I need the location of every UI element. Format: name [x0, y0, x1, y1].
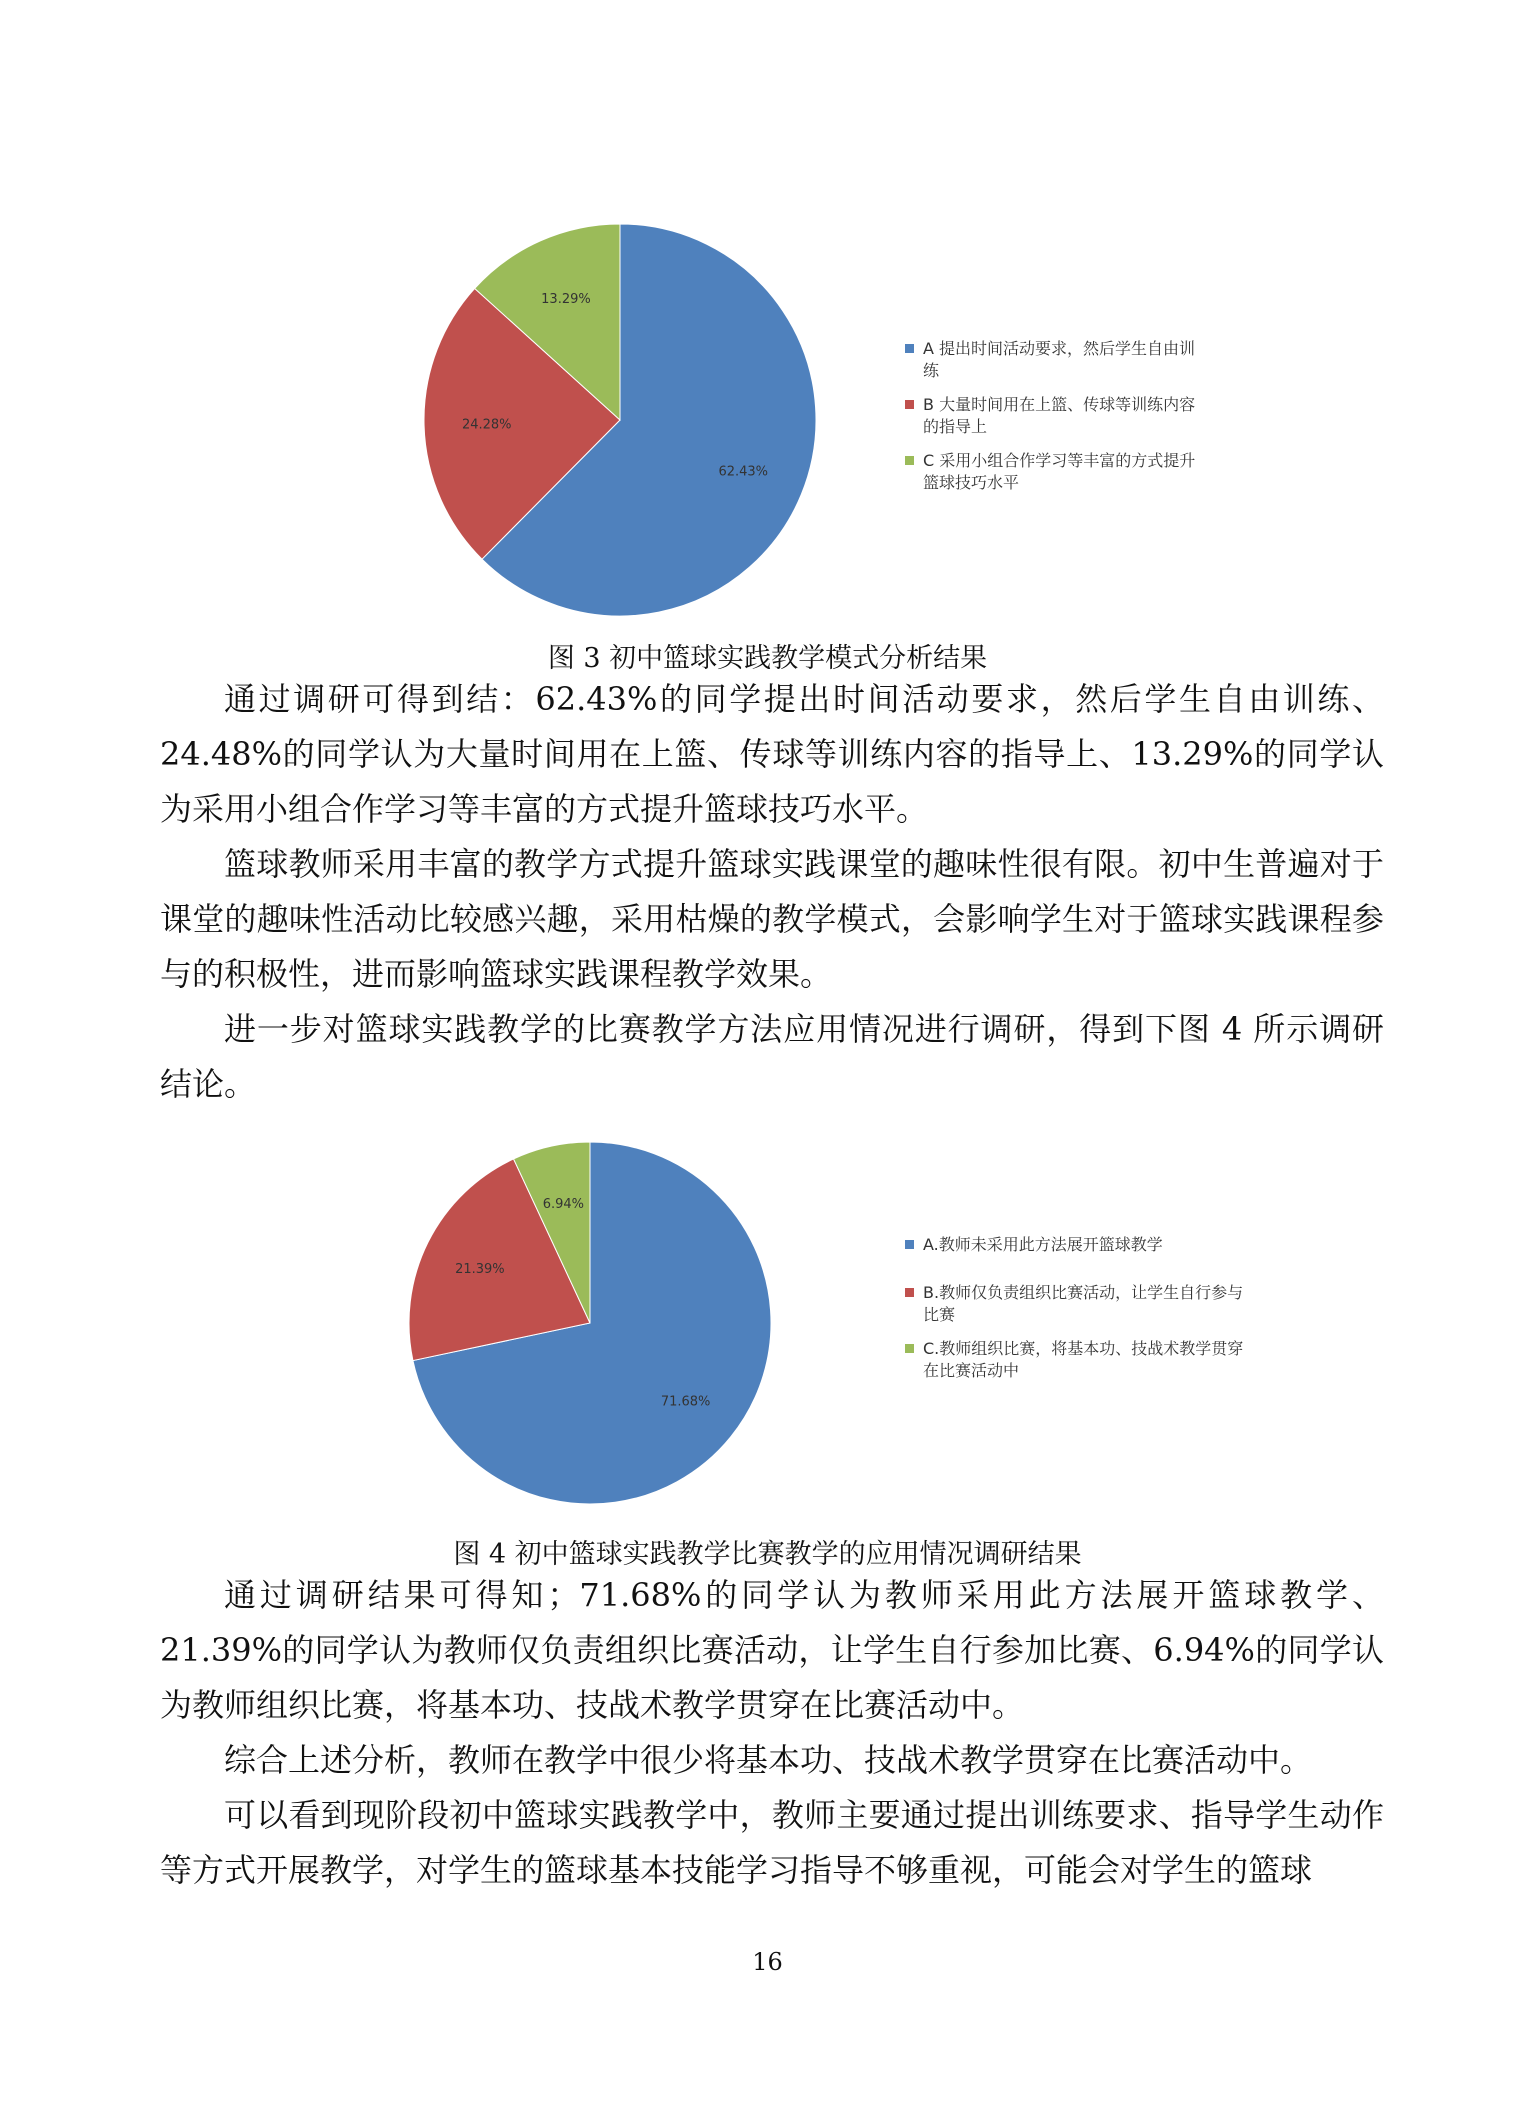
figure4-pie-chart	[405, 1138, 775, 1508]
legend-item	[905, 450, 1205, 494]
figure3-caption: 图 3 初中篮球实践教学模式分析结果	[547, 643, 988, 674]
figure3-pie-chart	[420, 220, 820, 620]
pie-data-label: 62.43%	[718, 464, 769, 480]
legend-swatch	[905, 1288, 914, 1297]
pie-data-label: 6.94%	[542, 1196, 585, 1212]
paragraph: 可以看到现阶段初中篮球实践教学中，教师主要通过提出训练要求、指导学生动作等方式开展教学，对学生的篮球基本技能学习指导不够重视，可能会对学生的篮球	[160, 1796, 1384, 1889]
pie-data-label: 71.68%	[660, 1394, 711, 1410]
legend-item	[905, 1234, 1245, 1256]
legend-item	[905, 338, 1205, 382]
paragraph: 进一步对篮球实践教学的比赛教学方法应用情况进行调研，得到下图 4 所示调研结论。	[160, 1010, 1384, 1103]
legend-swatch	[905, 456, 914, 465]
legend-item	[905, 1282, 1245, 1326]
legend-swatch	[905, 1344, 914, 1353]
legend-swatch	[905, 1240, 914, 1249]
body-text-section-1	[160, 672, 1384, 1112]
pie-data-label: 13.29%	[541, 292, 591, 308]
figure4-caption: 图 4 初中篮球实践教学比赛教学的应用情况调研结果	[453, 1539, 1082, 1570]
paragraph: 通过调研可得到结：62.43%的同学提出时间活动要求，然后学生自由训练、24.48%的同学认为大量时间用在上篮、传球等训练内容的指导上、13.29%的同学认为采用小组合作学习等丰富的方式提升篮球技巧水平。	[160, 680, 1384, 828]
pie-data-label: 24.28%	[461, 417, 512, 433]
legend-item	[905, 394, 1205, 438]
legend-swatch	[905, 344, 914, 353]
legend-item	[905, 1338, 1245, 1382]
page-number: 16	[752, 1948, 783, 1976]
legend-label: A.教师未采用此方法展开篮球教学	[923, 1235, 1163, 1254]
legend-label: B 大量时间用在上篮、传球等训练内容的指导上	[923, 395, 1196, 436]
paragraph: 篮球教师采用丰富的教学方式提升篮球实践课堂的趣味性很有限。初中生普遍对于课堂的趣味性活动比较感兴趣，采用枯燥的教学模式，会影响学生对于篮球实践课程参与的积极性，进而影响篮球实践课程教学效果。	[160, 845, 1384, 993]
figure3-legend	[905, 338, 1205, 506]
legend-label: B.教师仅负责组织比赛活动，让学生自行参与比赛	[923, 1283, 1244, 1324]
legend-label: C.教师组织比赛，将基本功、技战术教学贯穿在比赛活动中	[923, 1339, 1244, 1380]
paragraph: 通过调研结果可得知；71.68%的同学认为教师采用此方法展开篮球教学、21.39%的同学认为教师仅负责组织比赛活动，让学生自行参加比赛、6.94%的同学认为教师组织比赛，将基本功、技战术教学贯穿在比赛活动中。	[160, 1576, 1384, 1724]
figure4-legend	[905, 1234, 1245, 1394]
paragraph: 综合上述分析，教师在教学中很少将基本功、技战术教学贯穿在比赛活动中。	[224, 1741, 1313, 1779]
legend-swatch	[905, 400, 914, 409]
body-text-section-2	[160, 1568, 1384, 1898]
pie-data-label: 21.39%	[455, 1262, 505, 1278]
legend-label: C 采用小组合作学习等丰富的方式提升篮球技巧水平	[923, 451, 1196, 492]
legend-label: A 提出时间活动要求，然后学生自由训练	[923, 339, 1196, 380]
